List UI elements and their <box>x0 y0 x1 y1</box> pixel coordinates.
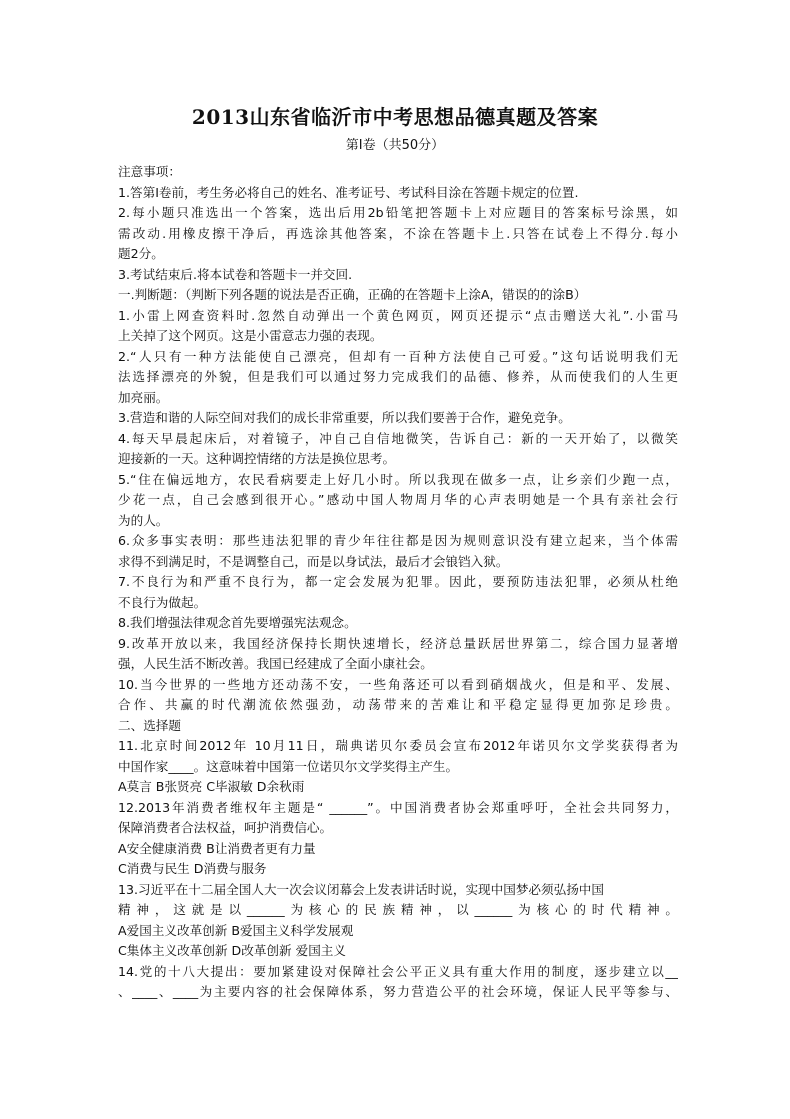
text-line: 14.党的十八大提出：要加紧建设对保障社会公平正义具有重大作用的制度，逐步建立以__ <box>118 963 678 979</box>
text-line: 、____、____为主要内容的社会保障体系，努力营造公平的社会环境，保证人民平等参与、 <box>118 984 678 999</box>
document-title: 2013山东省临沂市中考思想品德真题及答案 <box>191 105 599 129</box>
text-line: 中国作家____。这意味着中国第一位诺贝尔文学奖得主产生。 <box>118 758 459 774</box>
text-line: 8.我们增强法律观念首先要增强宪法观念。 <box>118 615 357 630</box>
text-line: 迎接新的一天。这种调控情绪的方法是换位思考。 <box>118 451 396 466</box>
text-line: 11.北京时间2012年 10月11日，瑞典诺贝尔委员会宣布2012年诺贝尔文学奖获得者为 <box>118 738 678 753</box>
text-line: A莫言 B张贤亮 C毕淑敏 D余秋雨 <box>118 779 305 794</box>
text-line: 4.每天早晨起床后，对着镜子，冲自己自信地微笑，告诉自己：新的一天开始了，以微笑 <box>118 430 678 446</box>
text-line: 2.每小题只准选出一个答案，选出后用2b铅笔把答题卡上对应题目的答案标号涂黑，如 <box>118 205 678 220</box>
text-line: C消费与民生 D消费与服务 <box>118 861 267 876</box>
text-line: 5.“住在偏远地方，农民看病要走上好几小时。所以我现在做多一点，让乡亲们少跑一点， <box>118 471 678 487</box>
text-line: 少花一点，自己会感到很开心。”感动中国人物周月华的心声表明她是一个具有亲社会行 <box>118 492 678 507</box>
text-line: 1.答第Ⅰ卷前，考生务必将自己的姓名、准考证号、考试科目涂在答题卡规定的位置. <box>118 184 579 200</box>
text-line: 合作、共赢的时代潮流依然强劲，动荡带来的苦难让和平稳定显得更加弥足珍贵。 <box>118 697 678 712</box>
text-line: 上关掉了这个网页。这是小雷意志力强的表现。 <box>118 328 383 343</box>
text-line: 9.改革开放以来，我国经济保持长期快速增长，经济总量跃居世界第二，综合国力显著增 <box>118 635 678 651</box>
text-line: A爱国主义改革创新 B爱国主义科学发展观 <box>118 922 354 938</box>
text-line: 6.众多事实表明：那些违法犯罪的青少年往往都是因为规则意识没有建立起来，当个体需 <box>118 533 678 548</box>
text-line: 保障消费者合法权益，呵护消费信心。 <box>118 820 333 835</box>
text-line: 二、选择题 <box>118 717 181 733</box>
text-line: 加亮丽。 <box>118 389 169 405</box>
document-body <box>118 162 678 1003</box>
text-line: 题2分。 <box>118 246 164 261</box>
text-line: 法选择漂亮的外貌，但是我们可以通过努力完成我们的品德、修养，从而使我们的人生更 <box>118 369 678 384</box>
text-line: 13.习近平在十二届全国人大一次会议闭幕会上发表讲话时说，实现中国梦必须弘扬中国 <box>118 881 604 897</box>
text-line: 12.2013年消费者维权年主题是“ ______”。中国消费者协会郑重呼吁，全社会共同努力， <box>118 799 678 815</box>
text-line: 一.判断题：（判断下列各题的说法是否正确，正确的在答题卡上涂A，错误的的涂B） <box>118 287 587 302</box>
text-line: A安全健康消费 B让消费者更有力量 <box>118 840 316 856</box>
text-line: 2.“人只有一种方法能使自己漂亮，但却有一百种方法使自己可爱。”这句话说明我们无 <box>118 348 678 364</box>
text-line: 3.考试结束后.将本试卷和答题卡一并交回. <box>118 266 353 282</box>
section-heading: 第Ⅰ卷（共50分） <box>345 138 445 153</box>
text-line: 精神，这就是以______为核心的民族精神，以______为核心的时代精神。 <box>118 902 678 917</box>
text-line: 求得不到满足时，不是调整自己，而是以身试法，最后才会锒铛入狱。 <box>118 553 509 569</box>
text-line: 为的人。 <box>118 512 169 528</box>
text-line: 需改动.用橡皮擦干净后，再选涂其他答案，不涂在答题卡上.只答在试卷上不得分.每小 <box>118 225 678 241</box>
text-line: 7.不良行为和严重不良行为，都一定会发展为犯罪。因此，要预防违法犯罪，必须从杜绝 <box>118 574 678 589</box>
text-line: 3.营造和谐的人际空间对我们的成长非常重要，所以我们要善于合作，避免竞争。 <box>118 410 571 425</box>
text-line: 注意事项： <box>118 164 181 179</box>
text-line: C集体主义改革创新 D改革创新 爱国主义 <box>118 943 346 958</box>
text-line: 10.当今世界的一些地方还动荡不安，一些角落还可以看到硝烟战火，但是和平、发展、 <box>118 676 678 692</box>
text-line: 1.小雷上网查资料时.忽然自动弹出一个黄色网页，网页还提示“点击赠送大礼”.小雷马 <box>118 307 678 323</box>
text-line: 强，人民生活不断改善。我国已经建成了全面小康社会。 <box>118 656 433 671</box>
text-line: 不良行为做起。 <box>118 594 207 610</box>
